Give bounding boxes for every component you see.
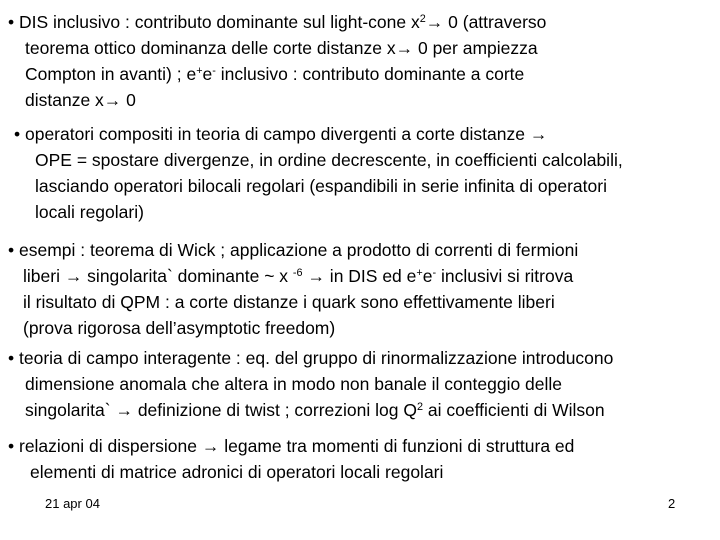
bullet-line: il risultato di QPM : a corte distanze i quark sono effettivamente liberi — [23, 292, 555, 312]
bullet-line: dimensione anomala che altera in modo non banale il conteggio delle — [25, 374, 563, 394]
bullet-line: singolarita` → definizione di twist ; correzioni $\log Q^2$ ai coefficienti di Wilson — [25, 400, 605, 420]
bullet-line: • operatori compositi in teoria di campo divergenti a corte distanze → — [14, 124, 548, 144]
bullet-line: elementi di matrice adronici di operatori locali regolari — [30, 462, 444, 482]
bullet-interacting-field-theory — [8, 345, 613, 423]
bullet-line: distanze x→ 0 — [25, 90, 136, 110]
bullet-line: Compton in avanti) ; e+e- inclusivo : contributo dominante a corte — [25, 64, 525, 84]
bullet-line: lasciando operatori bilocali regolari (espandibili in serie infinita di operatori — [35, 176, 607, 196]
bullet-examples — [8, 237, 578, 341]
bullet-line: (prova rigorosa dell’asymptotic freedom) — [23, 318, 336, 338]
bullet-dis-inclusive — [8, 9, 546, 113]
bullet-line: • DIS inclusivo : contributo dominante sul light-cone $x^2\to 0$ (attraverso — [8, 12, 547, 32]
bullet-line: teorema ottico dominanza delle corte distanze x→ 0 per ampiezza — [25, 38, 538, 58]
bullet-dispersion-relations — [8, 433, 574, 485]
bullet-line: locali regolari) — [35, 202, 144, 222]
bullet-line: • esempi : teorema di Wick ; applicazione a prodotto di correnti di fermioni — [8, 240, 579, 260]
bullet-composite-operators — [14, 121, 623, 225]
footer-date: 21 apr 04 — [45, 496, 100, 511]
bullet-line: • relazioni di dispersione → legame tra momenti di funzioni di struttura ed — [8, 436, 575, 456]
bullet-line: liberi → singolarita` dominante ~ x $^{-6}$ → in DIS ed e+e- inclusivi si ritrova — [23, 266, 574, 286]
page-number: 2 — [668, 496, 676, 511]
bullet-line: • teoria di campo interagente : eq. del gruppo di rinormalizzazione introducono — [8, 348, 614, 368]
bullet-line: OPE = spostare divergenze, in ordine decrescente, in coefficienti calcolabili, — [35, 150, 623, 170]
